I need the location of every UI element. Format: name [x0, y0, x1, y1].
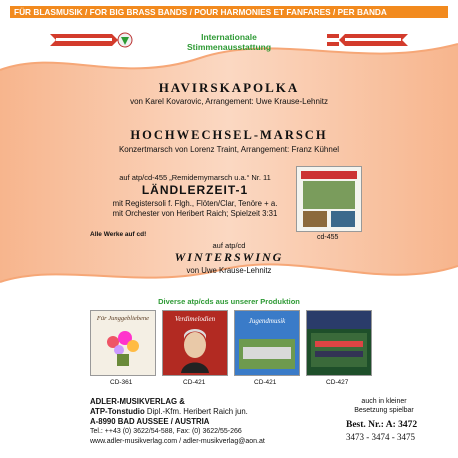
piece-credit-havirskapolka: von Karel Kovarovic, Arrangement: Uwe Krause-Lehnitz [130, 97, 328, 106]
featured-cd-code: cd-455 [317, 234, 339, 241]
piece-line1-laendlerzeit: mit Registersoli f. Flgh., Flöten/Clar, Tenöre + a. [112, 199, 278, 208]
flowers-art [91, 322, 155, 374]
banner-bar: FÜR BLASMUSIK / FOR BIG BRASS BANDS / POUR HARMONIES ET FANFARES / PER BANDA [10, 6, 448, 18]
cd-code-361: CD-361 [110, 379, 133, 386]
cd-code-371: CD-421 [183, 379, 206, 386]
publisher-address: A-8990 BAD AUSSEE / AUSTRIA [90, 417, 210, 426]
studio-name: ATP-Tonstudio [90, 407, 145, 416]
orchestra-art [307, 311, 371, 375]
tagline-line2: Stimmenausstattung [186, 42, 272, 52]
order-note-line2: Besetzung spielbar [354, 407, 414, 414]
tagline [150, 32, 308, 52]
cd-code-421: CD-421 [254, 379, 277, 386]
publisher-phone: Tel.: ++43 (0) 3622/54-588, Fax: (0) 3622/55-266 [90, 428, 242, 435]
piece-title-hochwechsel: HOCHWECHSEL-MARSCH [130, 128, 328, 142]
piece-pre-laendlerzeit: auf atp/cd-455 „Remidemymarsch u.a.“ Nr. 11 [119, 173, 271, 182]
cd-cover-361 [90, 310, 156, 376]
featured-cd-cover [296, 166, 362, 232]
cd-cover-title: Für Junggebliebene [96, 315, 150, 322]
cd-cover-427 [306, 310, 372, 376]
piece-credit-hochwechsel: Konzertmarsch von Lorenz Traint, Arrangement: Franz Kühnel [118, 145, 340, 154]
cd-cover-371 [162, 310, 228, 376]
all-on-cd-note: Alle Werke auf cd! [90, 231, 147, 238]
cd-cover-title: Jugendmusik [248, 317, 286, 325]
right-flag-icon [327, 34, 339, 46]
piece-title-havirskapolka: HAVIRSKAPOLKA [158, 80, 300, 95]
piece-title-laendlerzeit: LÄNDLERZEIT-1 [141, 183, 249, 197]
studio-owner: Dipl.-Kfm. Heribert Raich jun. [144, 407, 248, 416]
right-pennant [339, 34, 408, 46]
publisher-web: www.adler-musikverlag.com / adler-musikverlag@aon.at [90, 438, 265, 445]
tagline-line1: Internationale [201, 32, 257, 42]
piece-line2-laendlerzeit: mit Orchester von Heribert Raich; Spielzeit 3:31 [112, 209, 278, 218]
cd-cover-title: Verdimelodien [174, 315, 216, 323]
publisher-block [90, 397, 265, 447]
piece-title-winterswing: WINTERSWING [174, 250, 284, 264]
diverse-cds-heading: Diverse atp/cds aus unserer Produktion [158, 297, 300, 306]
left-pennant [50, 34, 118, 46]
portrait-art [163, 323, 227, 375]
piece-credit-winterswing: von Uwe Krause-Lehnitz [186, 266, 272, 275]
cd-code-427: CD-427 [326, 379, 349, 386]
piece-pre-winterswing: auf atp/cd [212, 241, 246, 250]
featured-cd-art [297, 167, 361, 231]
cd-cover-421 [234, 310, 300, 376]
order-number-series: 3473 - 3474 - 3475 [346, 432, 415, 442]
order-note-line1: auch in kleiner [361, 398, 407, 405]
band-photo-art [235, 325, 299, 375]
order-number: Best. Nr.: A: 3472 [346, 420, 418, 430]
left-emblem-icon [118, 33, 132, 47]
publisher-name: ADLER-MUSIKVERLAG & [90, 397, 185, 406]
order-note [344, 397, 424, 415]
